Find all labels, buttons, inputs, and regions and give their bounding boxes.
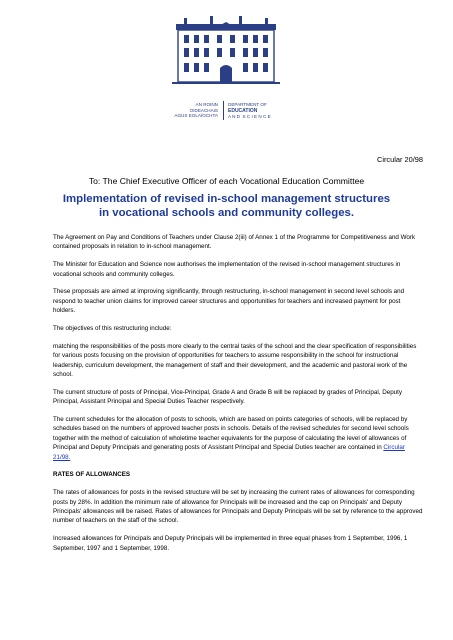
title-line-2: in vocational schools and community colleges. xyxy=(98,207,355,219)
logo-english-line3: A N D S C I E N C E xyxy=(228,114,271,120)
paragraph-rates: The rates of allowances for posts in the revised structure will be set by increasing the current rates of allowances for corresponding posts by 28%. In addition the minimum rate of allowance for Principals will be increased and the cap on Principals' and Deputy Principals' allowances will be raised. Rates of allowances for Principals and Deputy Principals will be set by reference to the approved number of teachers on the staff of the school. xyxy=(53,489,423,525)
paragraph-objectives-intro: The objectives of this restructuring include: xyxy=(53,325,172,333)
paragraph-proposals: These proposals are aimed at improving significantly, through restructuring, in-school management in second level schools and respond to teacher union claims for improved career structures and opportunities for teachers and increased payment for post holders. xyxy=(53,288,405,315)
document-body xyxy=(53,233,423,561)
logo-english-line1: DEPARTMENT OF xyxy=(228,102,267,107)
title-line-1: Implementation of revised in-school management structures xyxy=(62,193,391,205)
rates-heading: RATES OF ALLOWANCES xyxy=(53,471,131,479)
circular-21-98-link[interactable]: Circular 21/98. xyxy=(53,444,405,461)
paragraph-objectives: matching the responsibilities of the posts more clearly to the central tasks of the school and the clear specification of responsibilities for various posts focusing on the provision of opportunities for teachers to assume responsibility in the school for instructional leadership, curriculum development, the management of staff and their development, and the academic and pastoral work of the school. xyxy=(53,342,417,379)
paragraph-phases: Increased allowances for Principals and Deputy Principals will be implemented in three equal phases from 1 September, 1996, 1 September, 1997 and 1 September, 1998. xyxy=(53,535,408,552)
logo-irish-text: AN ROINN OIDEACHAIS AGUS EOLAÍOCHTA xyxy=(174,102,218,119)
paragraph-current-structure: The current structure of posts of Principal, Vice-Principal, Grade A and Grade B will be replaced by grades of Principal, Deputy Principal, Assistant Principal and Special Duties Teacher respectively. xyxy=(53,388,403,406)
logo-divider xyxy=(223,101,224,120)
document-title xyxy=(30,192,423,220)
schedules-text: The current schedules for the allocation of posts to schools, which are based on points categories of schools, will be replaced by schedules based on the numbers of approved teacher posts in schools. Details of the revised schedules for second level schools together with the method of calculation of wholetime teacher equivalents for the purpose of calculating the level of allowances of Principal and Deputy Principals and generating posts of Assistant Principal and Special Duties teacher are contained in xyxy=(53,416,409,452)
paragraph-minister: The Minister for Education and Science now authorises the implementation of the revised in-school management structures in vocational schools and community colleges. xyxy=(53,261,401,278)
addressee-line: To: The Chief Executive Officer of each Vocational Education Committee xyxy=(88,176,365,186)
logo-english-text xyxy=(228,102,286,120)
department-logo xyxy=(162,8,290,128)
circular-reference: Circular 20/98 xyxy=(376,155,423,164)
government-building-emblem xyxy=(162,8,290,100)
logo-english-line2: EDUCATION xyxy=(228,107,258,114)
paragraph-agreement: The Agreement on Pay and Conditions of Teachers under Clause 2(iii) of Annex 1 of the Programme for Competitiveness and Work contained proposals in relation to in-school management. xyxy=(53,234,416,251)
paragraph-schedules xyxy=(53,415,423,462)
